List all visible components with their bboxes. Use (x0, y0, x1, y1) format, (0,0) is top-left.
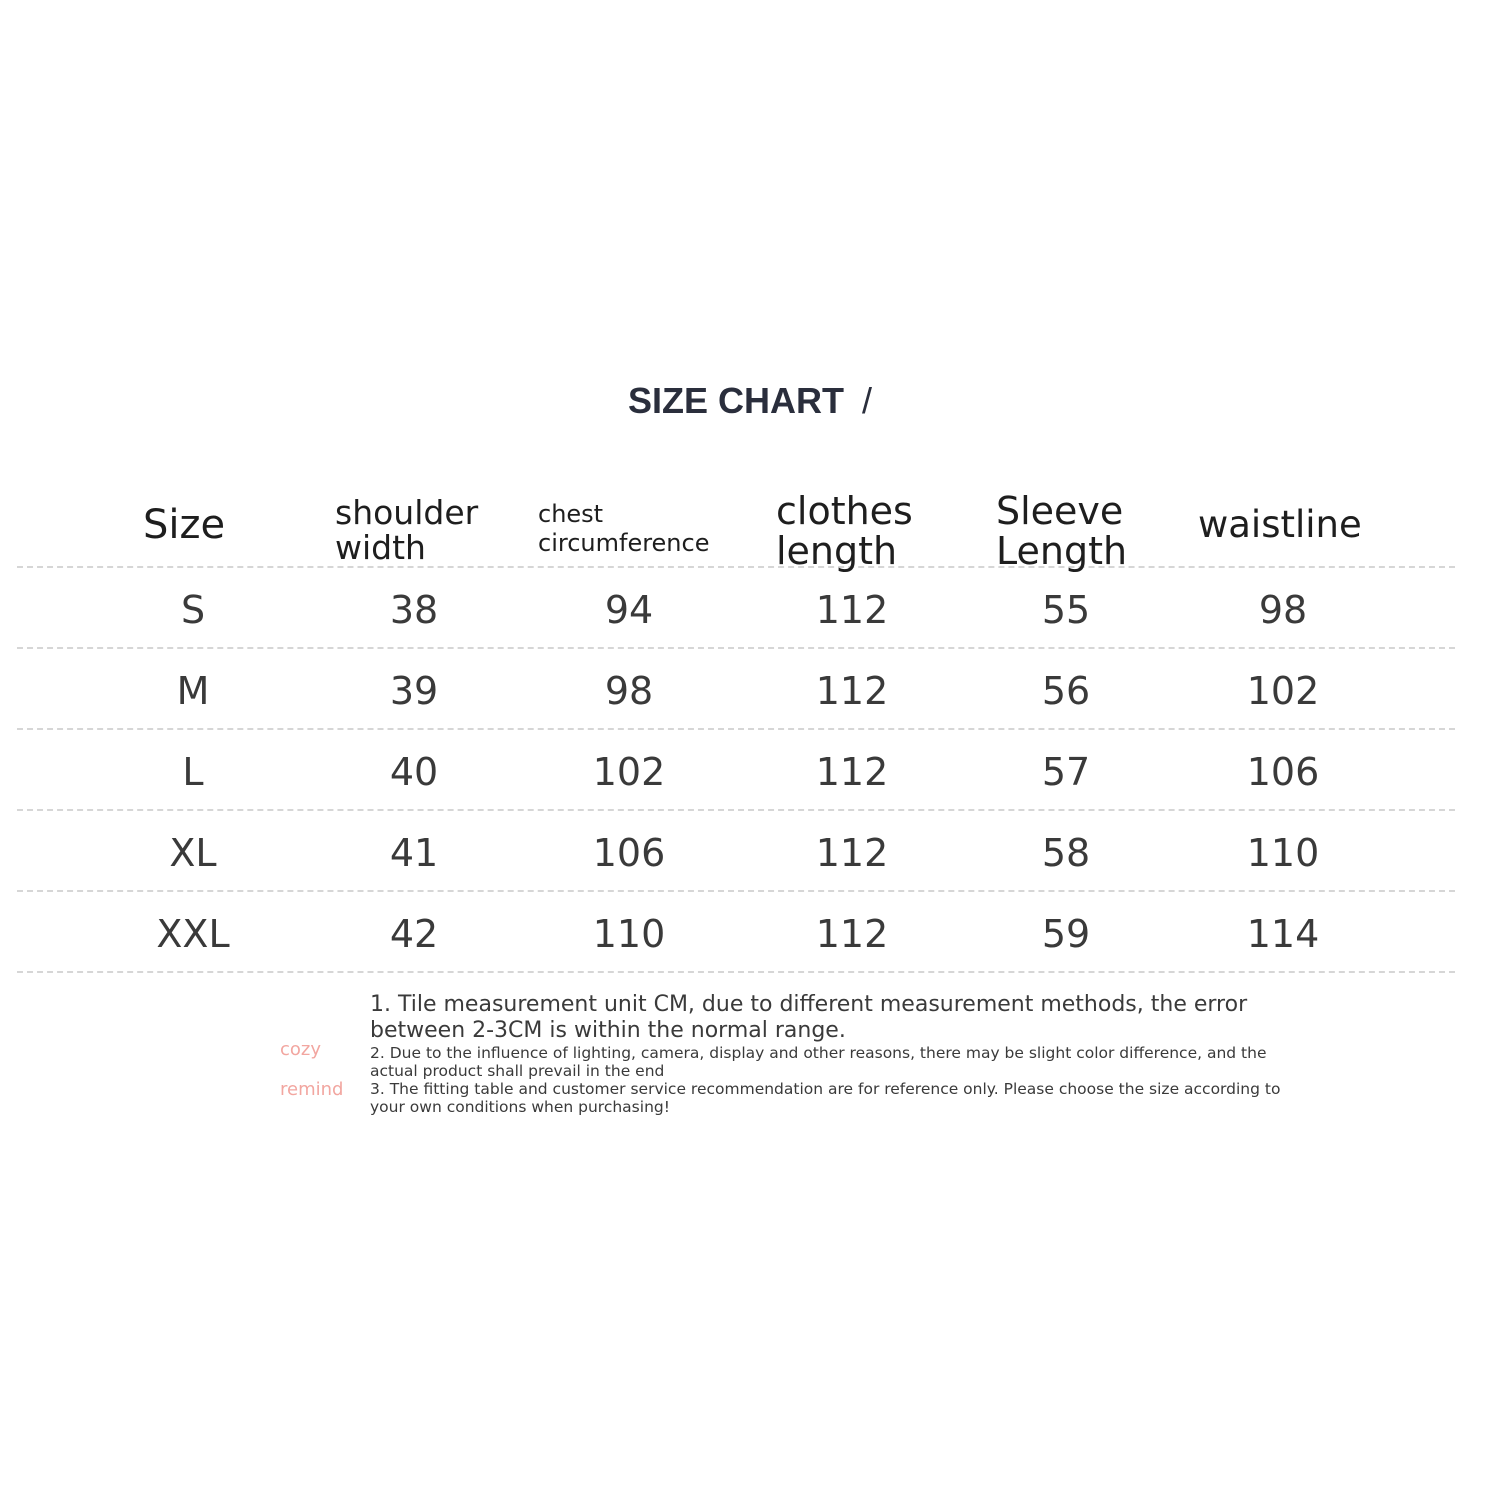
cell-size: S (180, 588, 206, 632)
cozy-remind-notes (258, 992, 1281, 1120)
table-row (17, 649, 1455, 730)
header-chest-line2: circumference (538, 528, 710, 557)
title-text: SIZE CHART (627, 380, 844, 421)
cell-shoulder-width: 42 (389, 912, 439, 956)
cell-clothes-length: 112 (815, 912, 889, 956)
header-clothes-length (776, 489, 913, 573)
cell-clothes-length: 112 (815, 588, 889, 632)
table-row (17, 811, 1455, 892)
cell-waistline: 114 (1246, 912, 1320, 956)
title-separator: / (861, 380, 872, 421)
cell-clothes-length: 112 (815, 831, 889, 875)
notes-text (370, 992, 1290, 1116)
cell-waistline: 98 (1258, 588, 1308, 632)
header-sleeve-length (996, 489, 1128, 573)
cozy-remind-label (280, 1030, 343, 1110)
size-chart-table (17, 478, 1455, 973)
cell-chest-circumference: 94 (604, 588, 654, 632)
cell-size: M (176, 669, 210, 713)
header-clothes-line2: length (776, 528, 898, 573)
cozy-label: cozy (280, 1039, 322, 1060)
cell-chest-circumference: 110 (592, 912, 666, 956)
cell-chest-circumference: 102 (592, 750, 666, 794)
cell-clothes-length: 112 (815, 669, 889, 713)
cell-waistline: 102 (1246, 669, 1320, 713)
table-header-row (17, 478, 1455, 573)
header-size: Size (143, 502, 226, 548)
cell-size: L (182, 750, 204, 794)
header-waistline: waistline (1198, 503, 1362, 546)
cell-waistline: 106 (1246, 750, 1320, 794)
cell-shoulder-width: 38 (389, 588, 439, 632)
table-row (17, 568, 1455, 649)
cell-shoulder-width: 40 (389, 750, 439, 794)
note-3: 3. The fitting table and customer service recommendation are for reference only. Please choose the size according to your own conditions when purchasing! (370, 1080, 1281, 1116)
header-shoulder-line1: shoulder (335, 493, 479, 532)
header-shoulder-width (335, 493, 479, 567)
cell-sleeve-length: 55 (1041, 588, 1091, 632)
note-1: 1. Tile measurement unit CM, due to different measurement methods, the error between 2-3CM is within the normal range. (370, 992, 1248, 1043)
cell-size: XXL (156, 912, 230, 956)
cell-sleeve-length: 58 (1041, 831, 1091, 875)
cell-clothes-length: 112 (815, 750, 889, 794)
header-shoulder-line2: width (335, 527, 426, 567)
header-chest-line1: chest (538, 500, 604, 528)
cell-size: XL (169, 831, 217, 875)
table-row (17, 730, 1455, 811)
header-clothes-line1: clothes (776, 489, 913, 533)
table-row (17, 892, 1455, 973)
remind-label: remind (280, 1079, 344, 1100)
cell-shoulder-width: 41 (389, 831, 439, 875)
header-sleeve-line1: Sleeve (996, 489, 1124, 533)
cell-shoulder-width: 39 (389, 669, 439, 713)
cell-sleeve-length: 59 (1041, 912, 1091, 956)
cell-sleeve-length: 57 (1041, 750, 1091, 794)
cell-waistline: 110 (1246, 831, 1320, 875)
cell-chest-circumference: 106 (592, 831, 666, 875)
note-2: 2. Due to the influence of lighting, camera, display and other reasons, there may be slight color difference, and the actual product shall prevail in the end (370, 1044, 1267, 1080)
header-sleeve-line2: Length (996, 528, 1128, 573)
cell-sleeve-length: 56 (1041, 669, 1091, 713)
cell-chest-circumference: 98 (604, 669, 654, 713)
header-chest-circumference (538, 500, 709, 558)
page-title (0, 380, 1500, 422)
